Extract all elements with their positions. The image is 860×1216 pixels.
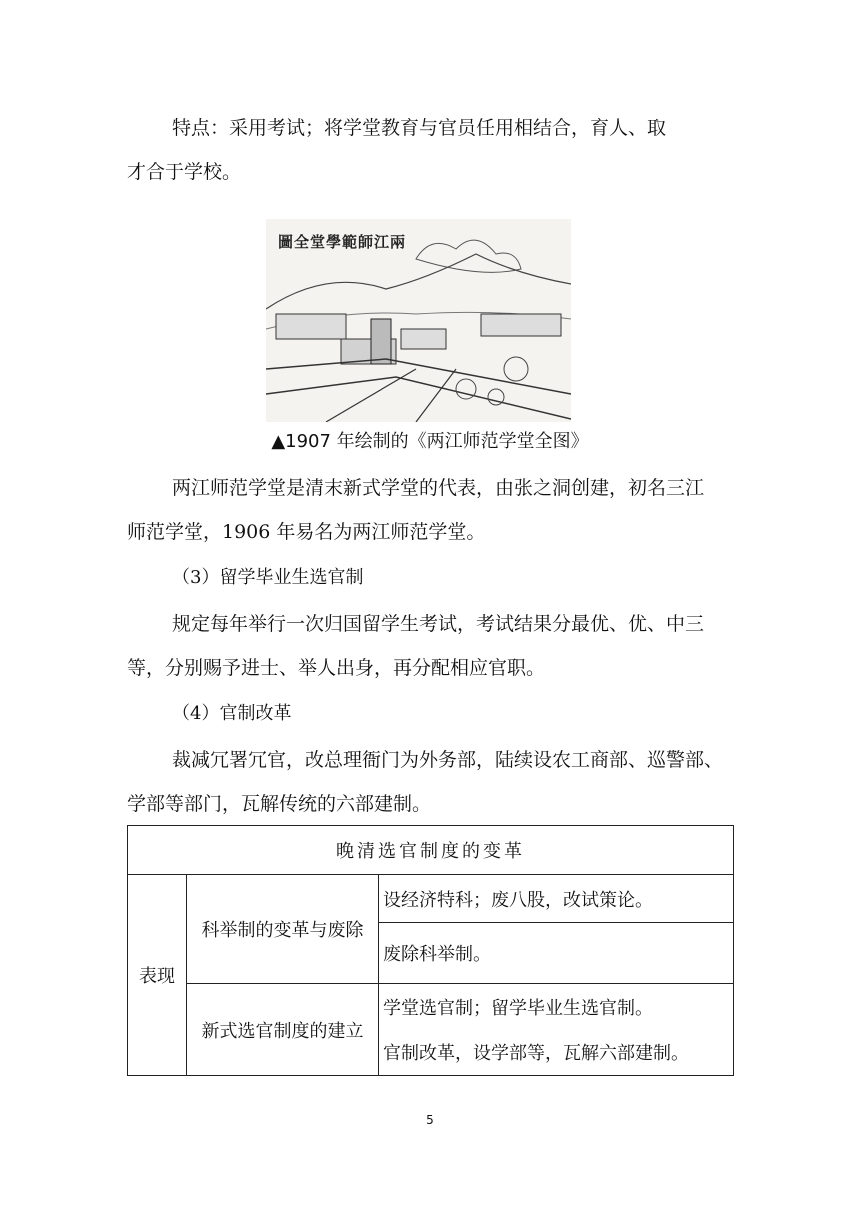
reform-summary-table bbox=[127, 825, 734, 1076]
group-keju: 科举制的变革与废除 bbox=[187, 875, 379, 984]
paragraph-reform-line2: 学部等部门，瓦解传统的六部建制。 bbox=[127, 793, 432, 815]
table-cell: 废除科举制。 bbox=[379, 923, 734, 984]
page-number: 5 bbox=[426, 1113, 434, 1127]
school-panorama-image bbox=[266, 219, 571, 422]
table-title: 晚清选官制度的变革 bbox=[128, 826, 734, 875]
paragraph-school-line1: 两江师范学堂是清末新式学堂的代表，由张之洞创建，初名三江 bbox=[172, 477, 705, 499]
figure-caption: ▲1907 年绘制的《两江师范学堂全图》 bbox=[271, 431, 589, 452]
row-header: 表现 bbox=[128, 875, 187, 1076]
table-cell: 设经济特科；废八股，改试策论。 bbox=[379, 875, 734, 923]
group-new-system: 新式选官制度的建立 bbox=[187, 984, 379, 1076]
section-heading-3: （3）留学毕业生选官制 bbox=[172, 567, 364, 588]
paragraph-traits-line1: 特点：采用考试；将学堂教育与官员任用相结合，育人、取 bbox=[172, 117, 667, 139]
paragraph-traits-line2: 才合于学校。 bbox=[127, 161, 242, 183]
table-cell: 学堂选官制；留学毕业生选官制。 bbox=[379, 984, 734, 1030]
paragraph-study-abroad-line2: 等，分别赐予进士、举人出身，再分配相应官职。 bbox=[127, 657, 546, 679]
paragraph-study-abroad-line1: 规定每年举行一次归国留学生考试，考试结果分最优、优、中三 bbox=[172, 613, 705, 635]
paragraph-reform-line1: 裁减冗署冗官，改总理衙门为外务部，陆续设农工商部、巡警部、 bbox=[172, 749, 724, 771]
section-heading-4: （4）官制改革 bbox=[172, 703, 292, 724]
figure-inscription: 圖全堂學範師江兩 bbox=[278, 233, 407, 251]
table-cell: 官制改革，设学部等，瓦解六部建制。 bbox=[379, 1030, 734, 1076]
paragraph-school-line2: 师范学堂，1906 年易名为两江师范学堂。 bbox=[127, 521, 486, 543]
